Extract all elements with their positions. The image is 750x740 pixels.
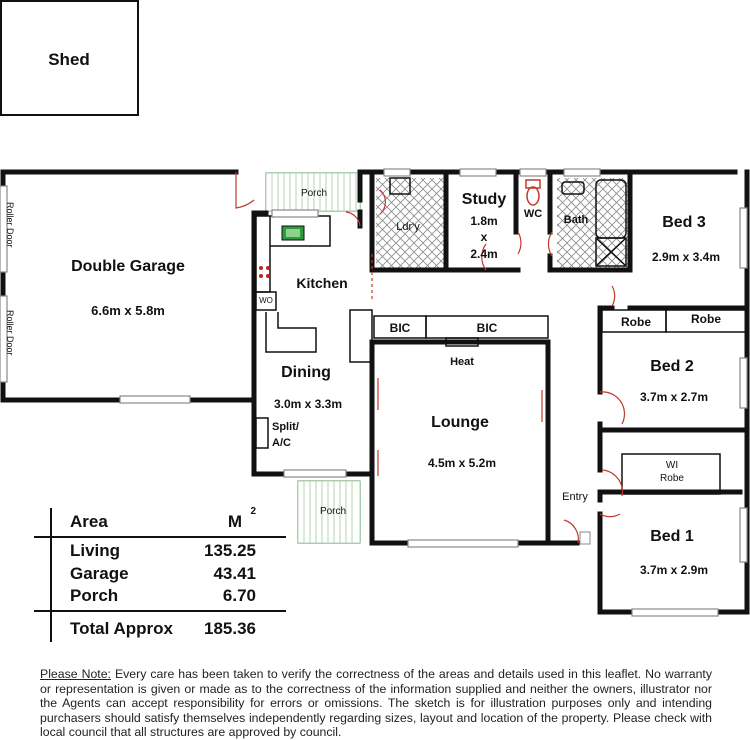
bed3-size: 2.9m x 3.4m <box>651 250 721 264</box>
split-ac-line2: A/C <box>272 437 291 449</box>
cooktop <box>259 266 270 278</box>
roller-door-label-1: Roller Door <box>5 202 15 248</box>
shed-label: Shed <box>48 50 90 69</box>
dining-label: Dining <box>281 364 331 381</box>
area-row-label: Garage <box>70 564 129 583</box>
entry-doorstep <box>580 532 590 544</box>
bed2-label: Bed 2 <box>650 358 694 375</box>
area-row-total <box>70 619 256 639</box>
area-row-living <box>70 541 256 561</box>
wi-robe-line1: WI <box>665 460 679 471</box>
note-text: Every care has been taken to verify the correctness of the areas and details used in this leaflet. No warranty or representation is given or made as to the correctness of the information supplied and neither the owners, illustrator nor the Agents can accept responsibility for errors or omissions. The sketch is for illustration purposes only and intending purchasers should satisfy themselves independently regarding sizes, layout and location of the property. Please check with local council that all structures are approved by council. <box>40 667 712 740</box>
bed1-size: 3.7m x 2.9m <box>639 563 709 577</box>
roller-door-label-2: Roller Door <box>5 310 15 356</box>
study-size-1: 1.8m <box>470 214 498 228</box>
area-header-superscript: 2 <box>250 506 256 517</box>
area-total-value: 185.36 <box>204 619 256 638</box>
split-ac-line1: Split/ <box>272 421 299 433</box>
area-row-value: 6.70 <box>222 586 256 605</box>
study-size-3: 2.4m <box>470 247 498 261</box>
rear-porch-label: Porch <box>300 188 328 199</box>
note-label: Please Note: <box>40 667 111 681</box>
study-label: Study <box>461 191 507 208</box>
bed1-label: Bed 1 <box>650 528 694 545</box>
area-row-garage <box>70 564 256 584</box>
front-porch-label: Porch <box>319 506 347 517</box>
bed2-size: 3.7m x 2.7m <box>639 390 709 404</box>
area-table-header <box>70 506 256 532</box>
bic-label-1: BIC <box>389 321 411 335</box>
disclaimer-note <box>40 667 712 740</box>
wi-robe-line2: Robe <box>660 473 684 484</box>
area-header-unit: M <box>227 512 242 531</box>
dining-size: 3.0m x 3.3m <box>273 397 343 411</box>
area-table <box>34 508 286 642</box>
area-row-value: 135.25 <box>204 541 256 560</box>
area-table-vline <box>50 508 52 642</box>
wo-label: WO <box>259 296 273 305</box>
bed3-label: Bed 3 <box>662 214 706 231</box>
entry-label: Entry <box>562 491 588 503</box>
area-table-hline-top <box>34 536 286 538</box>
area-table-hline-bottom <box>34 610 286 612</box>
area-header-label: Area <box>70 512 108 531</box>
area-row-label: Porch <box>70 586 119 605</box>
area-total-label: Total Approx <box>70 619 173 638</box>
kitchen-label: Kitchen <box>296 275 348 291</box>
robe-label-2: Robe <box>691 312 721 326</box>
heat-label: Heat <box>450 356 474 368</box>
garage-label: Double Garage <box>71 258 185 275</box>
study-size-2: x <box>480 230 488 244</box>
wc-label: WC <box>523 208 543 220</box>
laundry-label: Ldr'y <box>396 221 420 233</box>
bath-label: Bath <box>563 214 589 226</box>
lounge-size: 4.5m x 5.2m <box>427 456 497 470</box>
area-row-value: 43.41 <box>213 564 256 583</box>
bic-label-2: BIC <box>476 321 498 335</box>
garage-size: 6.6m x 5.8m <box>91 303 165 318</box>
robe-label-1: Robe <box>621 315 651 329</box>
area-row-porch <box>70 586 256 606</box>
area-row-label: Living <box>70 541 121 560</box>
lounge-label: Lounge <box>431 414 489 431</box>
